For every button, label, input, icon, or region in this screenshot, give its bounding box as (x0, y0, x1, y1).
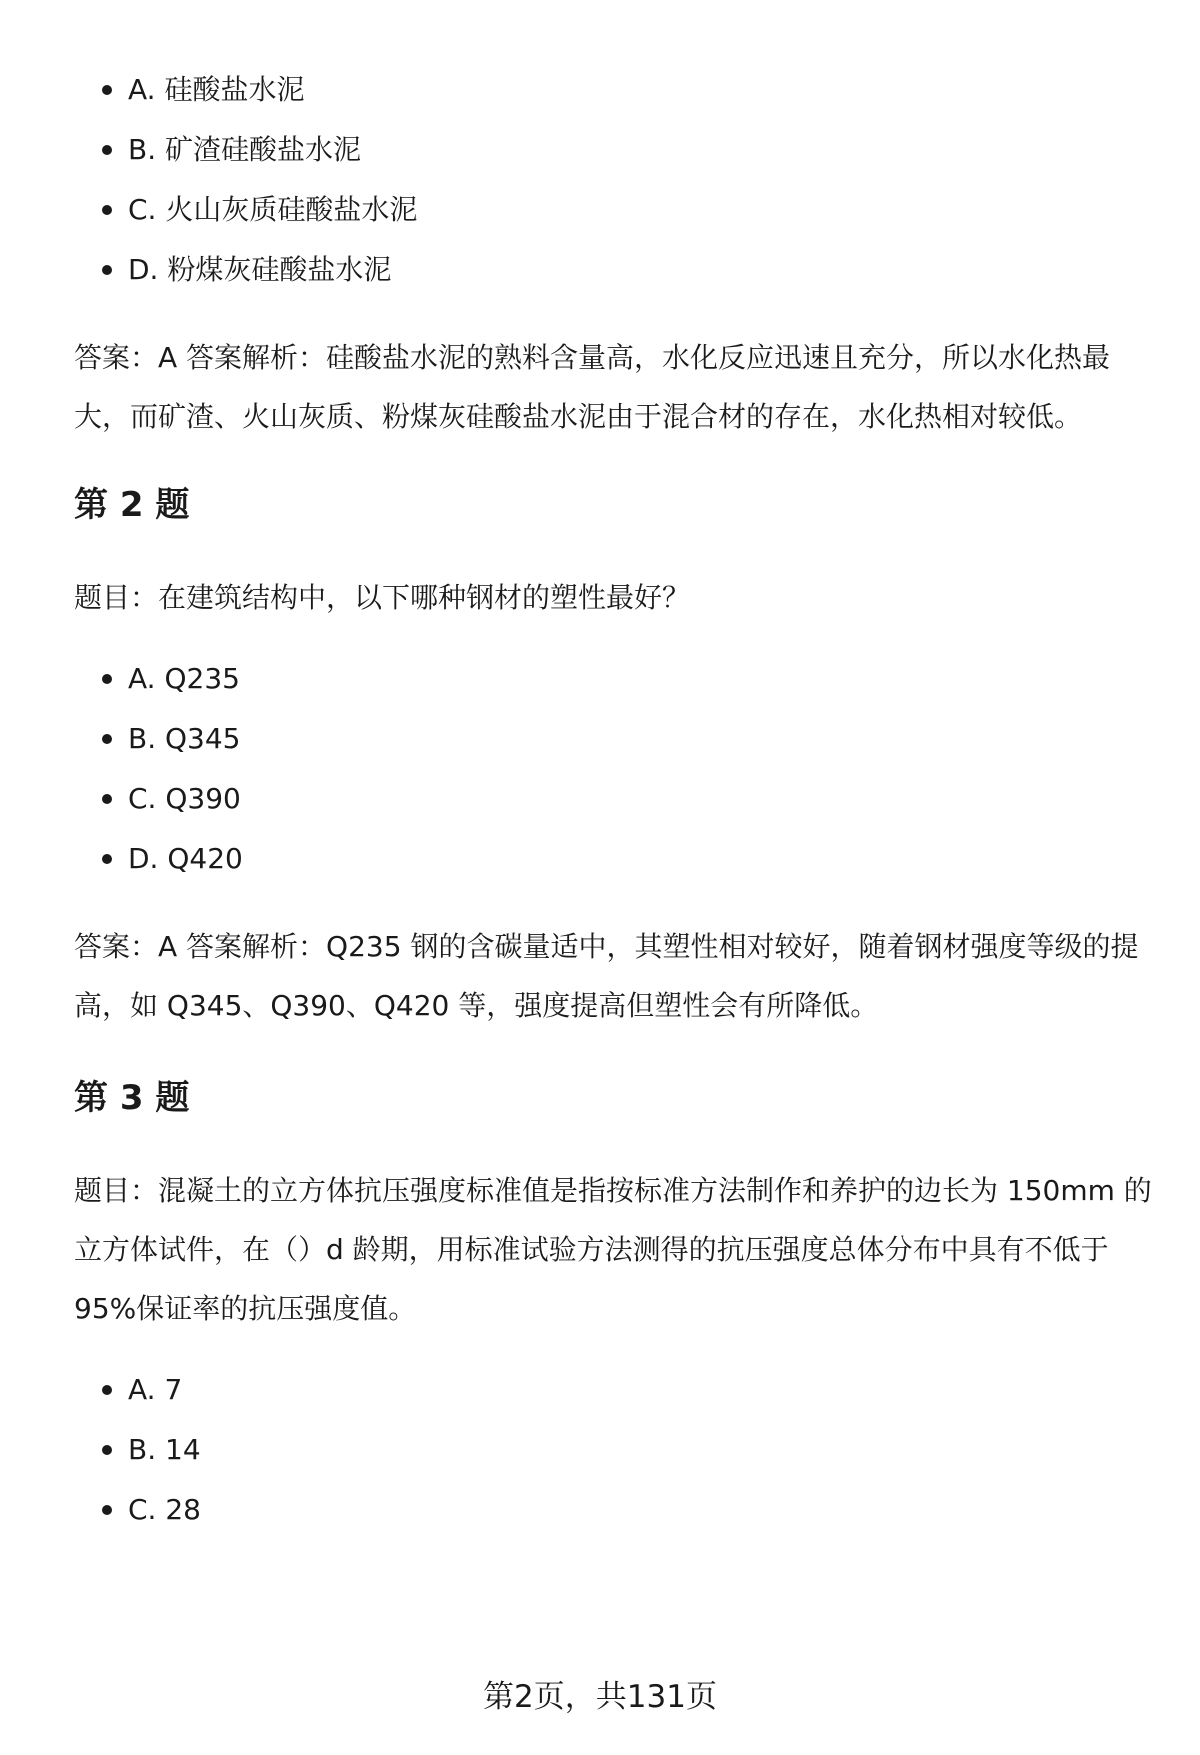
list-item: C. Q390 (128, 769, 1154, 829)
list-item: A. 7 (128, 1360, 1154, 1420)
list-item: B. 14 (128, 1420, 1154, 1480)
list-item: C. 28 (128, 1480, 1154, 1540)
q2-title: 第 2 题 (74, 485, 190, 525)
q2-question: 题目：在建筑结构中，以下哪种钢材的塑性最好？ (74, 581, 691, 614)
q1-options-list (74, 60, 1154, 300)
q2-answer: 答案：A 答案解析：Q235 钢的含碳量适中，其塑性相对较好，随着钢材强度等级的提高，如 Q345、Q390、Q420 等，强度提高但塑性会有所降低。 (74, 930, 1139, 1022)
document-page (74, 60, 1154, 1540)
list-item: D. 粉煤灰硅酸盐水泥 (128, 240, 1154, 300)
q1-answer: 答案：A 答案解析：硅酸盐水泥的熟料含量高，水化反应迅速且充分，所以水化热最大，而矿渣、火山灰质、粉煤灰硅酸盐水泥由于混合材的存在，水化热相对较低。 (74, 341, 1111, 433)
list-item: A. Q235 (128, 649, 1154, 709)
q2-options-list (74, 649, 1154, 889)
list-item: B. 矿渣硅酸盐水泥 (128, 120, 1154, 180)
q3-title: 第 3 题 (74, 1078, 190, 1118)
page-number: 第2页，共131页 (483, 1679, 717, 1715)
q3-question: 题目：混凝土的立方体抗压强度标准值是指按标准方法制作和养护的边长为 150mm 的立方体试件，在（）d 龄期，用标准试验方法测得的抗压强度总体分布中具有不低于 95%保证率的抗压强度值。 (74, 1174, 1152, 1325)
list-item: D. Q420 (128, 829, 1154, 889)
list-item: B. Q345 (128, 709, 1154, 769)
q3-options-list (74, 1360, 1154, 1540)
list-item: C. 火山灰质硅酸盐水泥 (128, 180, 1154, 240)
list-item: A. 硅酸盐水泥 (128, 60, 1154, 120)
